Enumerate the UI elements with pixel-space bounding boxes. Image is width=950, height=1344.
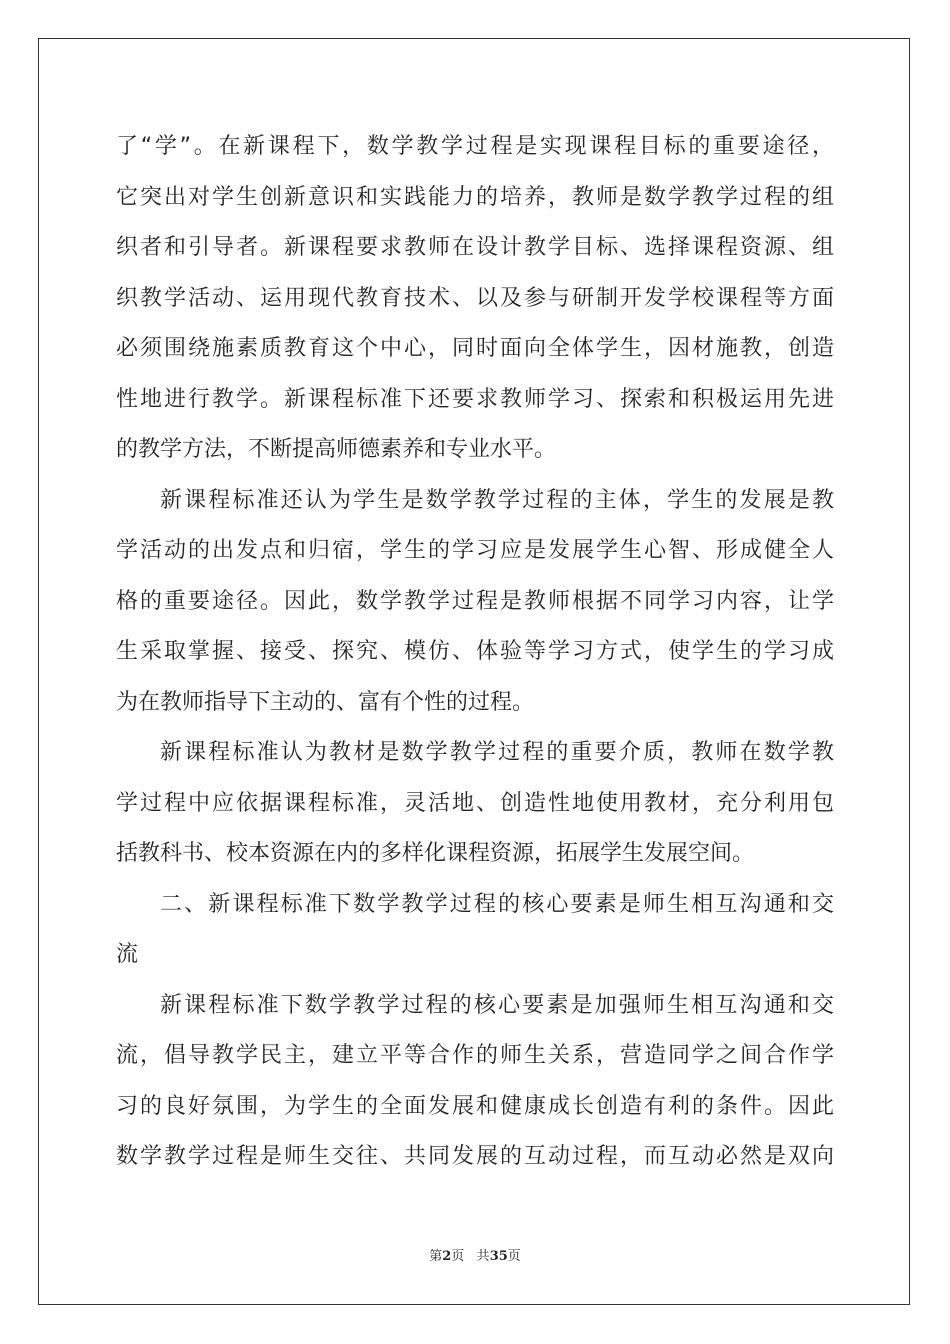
text-line: 新课程标准认为教材是数学教学过程的重要介质，教师在数学教 bbox=[160, 740, 834, 765]
text-line: 习的良好氛围，为学生的全面发展和健康成长创造有利的条件。因此 bbox=[116, 1093, 834, 1119]
text-line: 括教科书、校本资源在内的多样化课程资源，拓展学生发展空间。 bbox=[116, 841, 755, 866]
text-line: 织者和引导者。新课程要求教师在设计教学目标、选择课程资源、组 bbox=[116, 235, 834, 260]
total-suffix: 页 bbox=[507, 1249, 521, 1264]
text-line: 了“学”。在新课程下，数学教学过程是实现课程目标的重要途径， bbox=[116, 134, 834, 159]
text-line: 性地进行教学。新课程标准下还要求教师学习、探索和积极运用先进 bbox=[116, 386, 834, 412]
total-prefix: 共 bbox=[476, 1249, 490, 1264]
section-heading: 二、新课程标准下数学教学过程的核心要素是师生相互沟通和交 bbox=[160, 891, 834, 917]
text-line: 的教学方法，不断提高师德素养和专业水平。 bbox=[116, 437, 557, 462]
text-line: 它突出对学生创新意识和实践能力的培养，教师是数学教学过程的组 bbox=[116, 184, 834, 210]
text-line: 数学教学过程是师生交往、共同发展的互动过程，而互动必然是双向 bbox=[116, 1144, 834, 1169]
page-footer bbox=[0, 1245, 950, 1264]
page-prefix: 第 bbox=[429, 1249, 443, 1264]
total-pages: 35 bbox=[489, 1249, 508, 1264]
text-line: 格的重要途径。因此，数学教学过程是教师根据不同学习内容，让学 bbox=[116, 588, 834, 614]
page-suffix: 页 bbox=[451, 1249, 465, 1264]
text-line: 为在教师指导下主动的、富有个性的过程。 bbox=[116, 689, 535, 715]
section-heading: 流 bbox=[116, 942, 139, 967]
text-line: 新课程标准下数学教学过程的核心要素是加强师生相互沟通和交 bbox=[160, 992, 834, 1018]
text-line: 新课程标准还认为学生是数学教学过程的主体，学生的发展是教 bbox=[160, 487, 834, 513]
text-line: 学活动的出发点和归宿，学生的学习应是发展学生心智、形成健全人 bbox=[116, 538, 834, 563]
text-line: 流，倡导教学民主，建立平等合作的师生关系，营造同学之间合作学 bbox=[116, 1043, 834, 1068]
text-line: 生采取掌握、接受、探究、模仿、体验等学习方式，使学生的学习成 bbox=[116, 639, 834, 664]
text-line: 必须围绕施素质教育这个中心，同时面向全体学生，因材施教，创造 bbox=[116, 336, 834, 361]
page-number: 2 bbox=[442, 1249, 452, 1264]
document-body bbox=[116, 122, 834, 1183]
text-line: 学过程中应依据课程标准，灵活地、创造性地使用教材，充分利用包 bbox=[116, 790, 834, 816]
text-line: 织教学活动、运用现代教育技术、以及参与研制开发学校课程等方面 bbox=[116, 285, 834, 311]
